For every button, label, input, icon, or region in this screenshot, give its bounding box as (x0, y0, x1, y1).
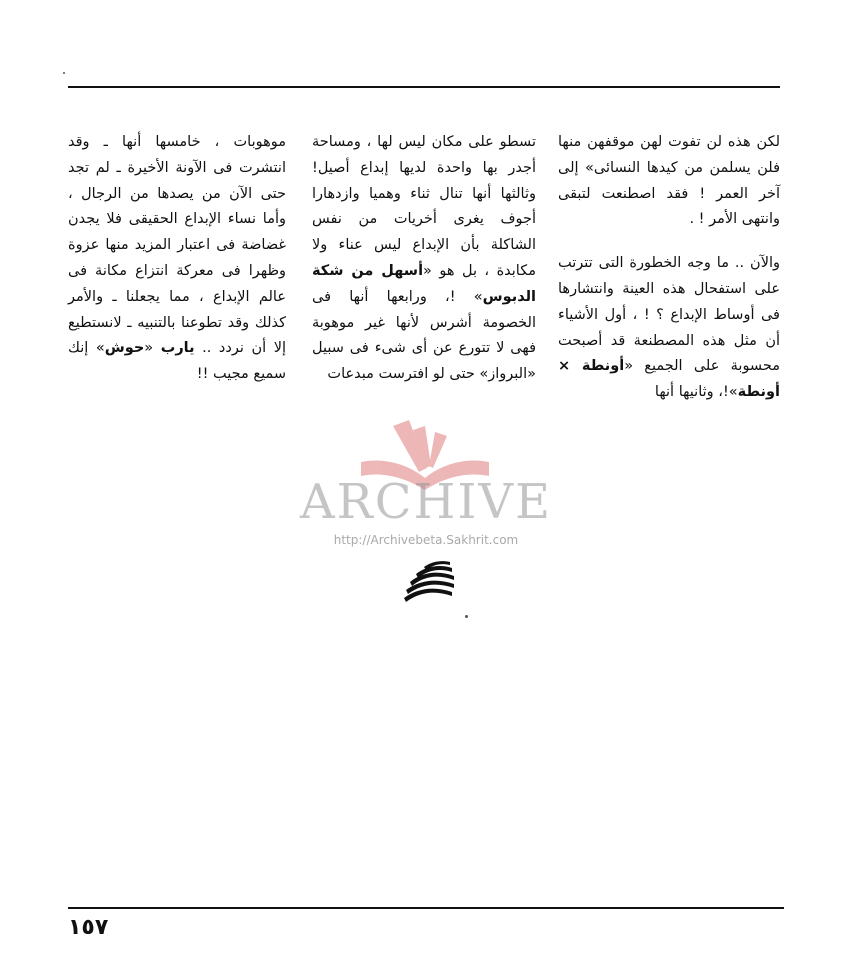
paragraph (312, 130, 536, 388)
paragraph (68, 130, 286, 388)
bottom-rule (68, 907, 784, 909)
publisher-logo-icon (400, 558, 458, 604)
bold-phrase: أونطة × أونطة (558, 358, 780, 401)
text-run: » إنك سميع مجيب !! (68, 340, 286, 383)
bold-phrase: يارب (160, 340, 195, 357)
text-column-right (558, 130, 780, 406)
text-run: والآن .. ما وجه الخطورة التى تترتب على استفحال هذه العينة وانتشارها فى أوساط الإبداع ؟ ! ، أول الأشياء أن مثل هذه المصطنعة قد أصبحت محسوبة على الجميع « (558, 255, 780, 375)
watermark-word: ARCHIVE (300, 474, 553, 530)
speck (465, 615, 468, 618)
text-run: « (144, 340, 161, 357)
top-rule (68, 86, 780, 88)
text-run: »!، وثانيها أنها (654, 384, 738, 401)
text-run: موهوبات ، خامسها أنها ـ وقد انتشرت فى الآونة الأخيرة ـ لم تجد حتى الآن من يصدها من الرجال ، وأما نساء الإبداع الحقيقى فلا يجدن غضاضة فى اعتبار المزيد منها عزوة وظهرا فى معركة انتزاع مكانة فى عالم الإبداع ، مما يجعلنا ـ والأمر كذلك وقد تطوعنا بالتنبيه ـ لانستطيع إلا أن نردد .. (68, 134, 286, 357)
text-run: » !، ورابعها أنها فى الخصومة أشرس لأنها غير موهوبة فهى لا تتورع عن أى شىء فى سبيل «البرواز» حتى لو افترست مبدعات (312, 288, 536, 383)
paragraph (558, 251, 780, 406)
text-column-left (68, 130, 286, 388)
text-run: تسطو على مكان ليس لها ، ومساحة أجدر بها واحدة لديها إبداع أصيل! وثالثها أنها تنال ثناء وهميا وازدهارا أجوف يغرى أخريات من نفس الشاكلة بأن الإبداع ليس عناء ولا مكابدة ، بل هو « (312, 134, 536, 279)
watermark-url: http://Archivebeta.Sakhrit.com (333, 533, 519, 547)
paragraph: لكن هذه لن تفوت لهن موقفهن منها فلن يسلمن من كيدها النسائى» إلى آخر العمر ! فقد اصطنعت لتبقى وانتهى الأمر ! . (558, 134, 780, 228)
speck (63, 72, 65, 74)
bold-phrase: أسهل من شكة الدبوس (312, 262, 536, 305)
bold-phrase: حوش (104, 340, 145, 357)
text-column-middle (312, 130, 536, 388)
page-number: ١٥٧ (68, 915, 109, 940)
